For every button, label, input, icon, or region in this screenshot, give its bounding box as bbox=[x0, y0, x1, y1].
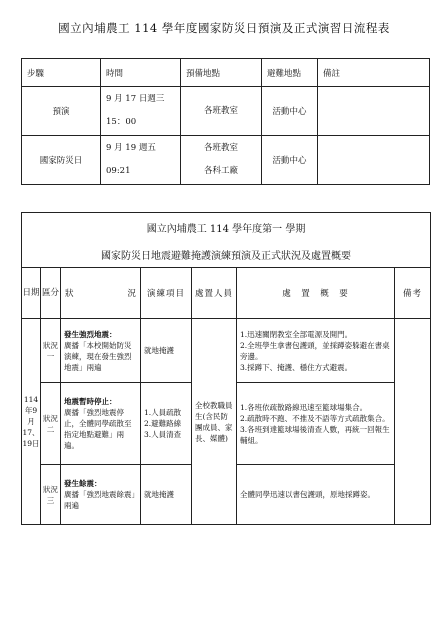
staff-value: 全校教職員生(含民防團成員、家長、媒體) bbox=[192, 319, 237, 525]
time-cell bbox=[101, 87, 181, 136]
evac-location-cell: 活動中心 bbox=[262, 87, 318, 136]
status-description bbox=[61, 319, 141, 383]
prep-location-cell bbox=[181, 136, 262, 185]
note-cell bbox=[318, 136, 430, 185]
prep-location-cell bbox=[181, 87, 262, 136]
status-description bbox=[61, 383, 141, 465]
header-status-right: 況 bbox=[127, 289, 136, 299]
drill-item bbox=[141, 383, 192, 465]
remark-cell bbox=[395, 319, 431, 525]
summary-line: 全體同學迅速以書包護頭，原地採蹲姿。 bbox=[240, 490, 375, 499]
header-evac-location: 避難地點 bbox=[262, 59, 318, 87]
drill-item-text: 3.人員清查 bbox=[144, 430, 182, 439]
summary-list bbox=[237, 319, 395, 383]
drill-item-text: 就地掩護 bbox=[144, 346, 174, 355]
page-title: 國立內埔農工 114 學年度國家防災日預演及正式演習日流程表 bbox=[58, 21, 390, 35]
status-body: 廣播「強烈地震停止，全體同學疏散至指定地點避難」兩遍。 bbox=[64, 408, 132, 450]
status-body: 廣播「強烈地震餘震」兩遍 bbox=[64, 490, 136, 510]
time-cell bbox=[101, 136, 181, 185]
summary-line: 3.採蹲下、掩護、穩住方式避震。 bbox=[240, 362, 353, 372]
summary-line: 1.迅速關閉教室全部電源及開門。 bbox=[240, 329, 353, 339]
schedule-table bbox=[21, 58, 430, 185]
header-date: 日期 bbox=[22, 268, 41, 319]
drill-title-row bbox=[22, 213, 431, 242]
summary-line: 3.各班到達籃球場後清查人數，再統一回報生輔組。 bbox=[240, 424, 390, 445]
date-text: 9 月 17 日週三 bbox=[106, 94, 165, 104]
date-value: 114年9月17、19日 bbox=[22, 319, 41, 525]
summary-line: 2.疏散時不跑、不推及不語等方式疏散集合。 bbox=[240, 413, 390, 423]
header-status-left: 狀 bbox=[65, 289, 74, 299]
header-staff: 處置人員 bbox=[192, 268, 237, 319]
time-text: 09:21 bbox=[106, 166, 131, 176]
drill-item bbox=[141, 319, 192, 383]
summary-list bbox=[237, 383, 395, 465]
drill-subtitle-row bbox=[22, 241, 431, 268]
step-cell: 國家防災日 bbox=[22, 136, 101, 185]
status-head: 地震暫時停止： bbox=[64, 397, 117, 406]
prep-location-text: 各班教室 bbox=[203, 105, 238, 116]
header-time: 時間 bbox=[101, 59, 181, 87]
evac-location-cell: 活動中心 bbox=[262, 136, 318, 185]
status-name: 狀況二 bbox=[41, 383, 61, 465]
header-status bbox=[61, 268, 141, 319]
table-row bbox=[22, 319, 431, 383]
drill-item-text: 2.避難路線 bbox=[144, 419, 182, 428]
drill-title: 國立內埔農工 114 學年度第一 學期 bbox=[22, 213, 431, 242]
header-item: 演練項目 bbox=[141, 268, 192, 319]
status-name: 狀況三 bbox=[41, 465, 61, 525]
schedule-header-row bbox=[22, 59, 430, 87]
note-cell bbox=[318, 87, 430, 136]
status-head: 發生強烈地震： bbox=[64, 329, 117, 339]
drill-table bbox=[21, 212, 431, 525]
status-head: 發生餘震： bbox=[64, 479, 102, 488]
prep-location-text: 各班教室 bbox=[203, 143, 238, 153]
header-prep-location: 預備地點 bbox=[181, 59, 262, 87]
header-note: 備註 bbox=[318, 59, 430, 87]
table-row bbox=[22, 136, 430, 185]
drill-item-text: 1.人員疏散 bbox=[144, 408, 182, 417]
time-text: 15：00 bbox=[106, 117, 137, 127]
drill-item bbox=[141, 465, 192, 525]
header-area: 區分 bbox=[41, 268, 61, 319]
table-row bbox=[22, 87, 430, 136]
status-description bbox=[61, 465, 141, 525]
date-text: 9 月 19 週五 bbox=[106, 143, 156, 153]
header-step: 步驟 bbox=[22, 59, 101, 87]
status-body: 廣播「本校開始防災演練，現在發生強烈地震」兩遍 bbox=[64, 340, 132, 372]
header-remark: 備考 bbox=[395, 268, 431, 319]
drill-subtitle: 國家防災日地震避難掩護演練預演及正式狀況及處置概要 bbox=[22, 241, 431, 268]
summary-list bbox=[237, 465, 395, 525]
step-cell: 預演 bbox=[22, 87, 101, 136]
drill-header-row bbox=[22, 268, 431, 319]
prep-location-text: 各科工廠 bbox=[203, 166, 238, 176]
drill-item-text: 就地掩護 bbox=[144, 490, 174, 499]
summary-line: 1.各班依疏散路線迅速至籃球場集合。 bbox=[240, 402, 368, 412]
header-summary: 處 置 概 要 bbox=[237, 268, 395, 319]
status-name: 狀況一 bbox=[41, 319, 61, 383]
summary-line: 2.全班學生拿書包護頭，並採蹲姿躲避在書桌旁邊。 bbox=[240, 340, 390, 361]
